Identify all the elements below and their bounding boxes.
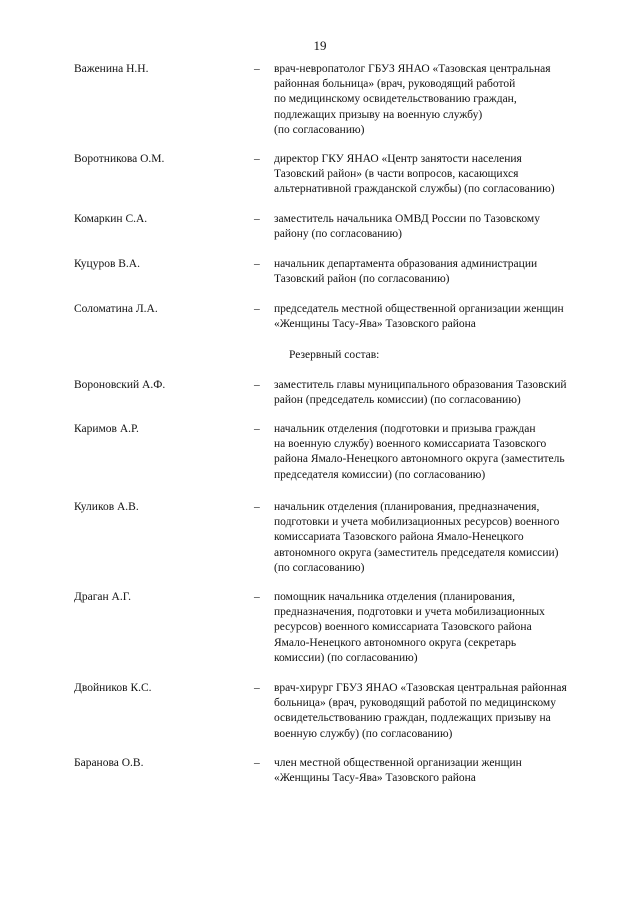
role-line: по медицинскому освидетельствованию граждан, xyxy=(274,93,517,106)
role-line: (по согласованию) xyxy=(274,561,365,574)
dash-separator: – xyxy=(254,423,260,435)
role-line: комиссии) (по согласованию) xyxy=(274,651,418,664)
member-role xyxy=(274,756,609,786)
dash-separator: – xyxy=(254,379,260,391)
role-line: району (по согласованию) xyxy=(274,228,402,241)
member-role xyxy=(274,152,609,198)
role-line: заместитель начальника ОМВД России по Тазовскому xyxy=(274,213,540,225)
role-line: Тазовский район» (в части вопросов, касающихся xyxy=(274,168,519,181)
role-line: альтернативной гражданской службы) (по согласованию) xyxy=(274,183,555,196)
member-name: Каримов А.Р. xyxy=(74,423,139,435)
dash-separator: – xyxy=(254,213,260,225)
member-name: Воротникова О.М. xyxy=(74,153,165,165)
dash-separator: – xyxy=(254,63,260,75)
role-line: подлежащих призыву на военную службу) xyxy=(274,108,483,121)
member-role xyxy=(274,378,609,408)
dash-separator: – xyxy=(254,501,260,513)
member-name: Баранова О.В. xyxy=(74,757,144,769)
member-name: Куликов А.В. xyxy=(74,501,139,513)
role-line: врач-невропатолог ГБУЗ ЯНАО «Тазовская центральная xyxy=(274,63,551,75)
role-line: член местной общественной организации женщин xyxy=(274,757,522,769)
reserve-heading: Резервный состав: xyxy=(289,349,380,361)
dash-separator: – xyxy=(254,153,260,165)
role-line: помощник начальника отделения (планирования, xyxy=(274,591,516,603)
role-line: освидетельствованию граждан, подлежащих призыву на xyxy=(274,712,551,725)
dash-separator: – xyxy=(254,258,260,270)
role-line: Ямало-Ненецкого автономного округа (секретарь xyxy=(274,636,517,649)
member-role xyxy=(274,302,609,332)
role-line: комиссариата Тазовского района Ямало-Ненецкого xyxy=(274,531,524,544)
dash-separator: – xyxy=(254,682,260,694)
role-line: «Женщины Тасу-Ява» Тазовского района xyxy=(274,772,476,785)
member-role xyxy=(274,62,609,138)
role-line: района Ямало-Ненецкого автономного округа (заместитель xyxy=(274,453,565,466)
role-line: больница» (врач, руководящий работой по медицинскому xyxy=(274,697,556,710)
role-line: начальник отделения (подготовки и призыва граждан xyxy=(274,423,536,435)
role-line: директор ГКУ ЯНАО «Центр занятости населения xyxy=(274,153,522,165)
member-role xyxy=(274,257,609,287)
dash-separator: – xyxy=(254,757,260,769)
role-line: председатель местной общественной организации женщин xyxy=(274,303,564,315)
role-line: заместитель главы муниципального образования Тазовский xyxy=(274,379,567,391)
role-line: «Женщины Тасу-Ява» Тазовского района xyxy=(274,318,476,331)
member-name: Куцуров В.А. xyxy=(74,258,140,270)
member-role xyxy=(274,681,609,742)
member-name: Соломатина Л.А. xyxy=(74,303,158,315)
role-line: на военную службу) военного комиссариата Тазовского xyxy=(274,438,547,451)
role-line: председателя комиссии) (по согласованию) xyxy=(274,468,486,481)
dash-separator: – xyxy=(254,303,260,315)
role-line: (по согласованию) xyxy=(274,123,365,136)
member-role xyxy=(274,212,609,242)
role-line: военную службу) (по согласованию) xyxy=(274,727,453,740)
member-name: Драган А.Г. xyxy=(74,591,131,603)
role-line: начальник департамента образования администрации xyxy=(274,258,538,270)
role-line: автономного округа (заместитель председателя комиссии) xyxy=(274,546,559,559)
role-line: подготовки и учета мобилизационных ресурсов) военного xyxy=(274,516,560,529)
role-line: районная больница» (врач, руководящий работой xyxy=(274,78,516,91)
member-name: Двойников К.С. xyxy=(74,682,152,694)
page-number: 19 xyxy=(313,38,327,53)
member-role xyxy=(274,500,609,576)
dash-separator: – xyxy=(254,591,260,603)
role-line: ресурсов) военного комиссариата Тазовского района xyxy=(274,621,532,634)
role-line: начальник отделения (планирования, предназначения, xyxy=(274,501,540,513)
member-name: Комаркин С.А. xyxy=(74,213,148,225)
member-name: Вороновский А.Ф. xyxy=(74,379,166,391)
role-line: район (председатель комиссии) (по согласованию) xyxy=(274,394,521,407)
member-role xyxy=(274,422,609,483)
role-line: врач-хирург ГБУЗ ЯНАО «Тазовская центральная районная xyxy=(274,682,567,694)
member-role xyxy=(274,590,609,666)
role-line: предназначения, подготовки и учета мобилизационных xyxy=(274,606,545,619)
member-name: Важенина Н.Н. xyxy=(74,63,149,75)
role-line: Тазовский район (по согласованию) xyxy=(274,273,450,286)
